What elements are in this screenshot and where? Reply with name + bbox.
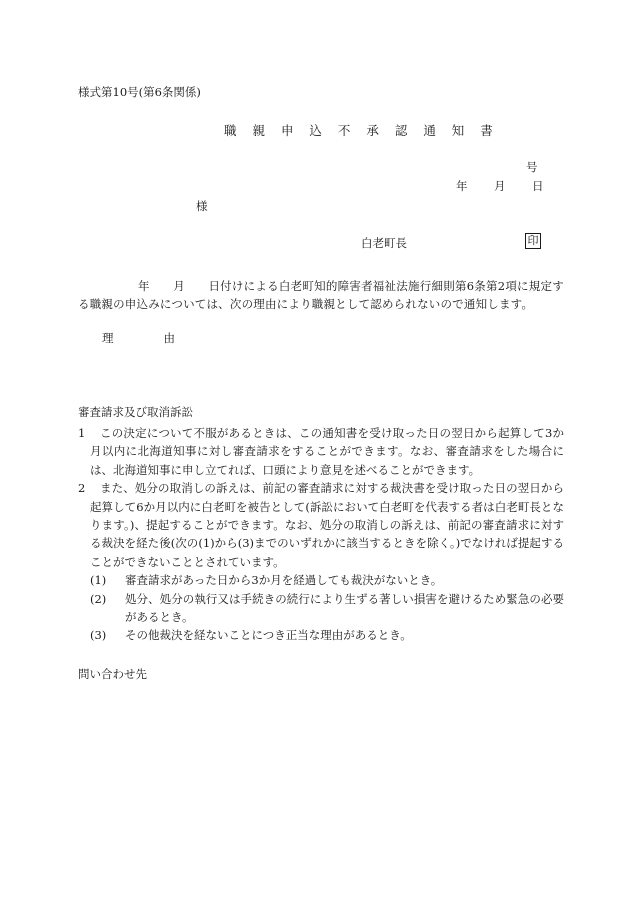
appeal-subitem <box>78 571 564 589</box>
appeal-list <box>78 424 564 645</box>
appeal-item <box>78 479 564 571</box>
document-number-label: 号 <box>526 160 538 174</box>
appeal-subitem <box>78 590 564 627</box>
form-number: 様式第10号(第6条関係) <box>78 85 201 99</box>
appeal-subitem-text: 審査請求があった日から3か月を経過しても裁決がないとき。 <box>125 573 443 588</box>
date-row <box>456 181 544 193</box>
appeal-subitem-text: その他裁決を経ないことにつき正当な理由があるとき。 <box>125 628 412 643</box>
date-day-label: 日 <box>532 179 544 193</box>
appeal-item-number: 1 <box>78 426 86 440</box>
appeal-item-number: 2 <box>78 481 86 496</box>
date-year-label: 年 <box>456 179 468 193</box>
date-month-label: 月 <box>494 179 506 193</box>
notice-body <box>78 277 564 313</box>
appeal-section-title: 審査請求及び取消訴訟 <box>78 405 193 419</box>
contact-label: 問い合わせ先 <box>78 667 147 681</box>
appeal-item-text: この決定について不服があるときは、この通知書を受け取った日の翌日から起算して3か月以内に北海道知事に対し審査請求をすることができます。なお、審査請求をした場合には、北海道知事に申し立てれば、口頭により意見を述べることができます。 <box>90 426 564 477</box>
appeal-subitem <box>78 626 564 644</box>
sender-name: 白老町長 <box>361 236 407 250</box>
appeal-subitem-number: (2) <box>90 591 107 606</box>
reason-label: 理由 <box>102 331 225 345</box>
notice-body-line-1: 年 月 日付けによる白老町知的障害者福祉法施行細則第6条第2項に規定 <box>138 279 553 293</box>
appeal-subitem-number: (3) <box>90 628 107 643</box>
recipient-suffix: 様 <box>196 199 208 213</box>
seal-mark: 印 <box>525 233 541 249</box>
appeal-subitem-number: (1) <box>90 573 107 588</box>
document-title: 職 親 申 込 不 承 認 通 知 書 <box>224 123 499 138</box>
appeal-item-text: また、処分の取消しの訴えは、前記の審査請求に対する裁決書を受け取った日の翌日から起算して6か月以内に白老町を被告として(訴訟において白老町を代表する者は白老町長となります。)、提起することができます。なお、処分の取消しの訴えは、前記の審査請求に対する裁決を経た後(次の(1)から(3)までのいずれかに該当するときを除く。)でなければ提起することができないこととされています。 <box>90 481 564 569</box>
appeal-item <box>78 424 564 479</box>
appeal-subitem-text: 処分、処分の執行又は手続きの続行により生ずる著しい損害を避けるため緊急の必要があるとき。 <box>125 591 564 625</box>
notice-body-line-2: する職親の申込みについては、次の理由により職親として認められないので通知します。 <box>78 279 564 311</box>
